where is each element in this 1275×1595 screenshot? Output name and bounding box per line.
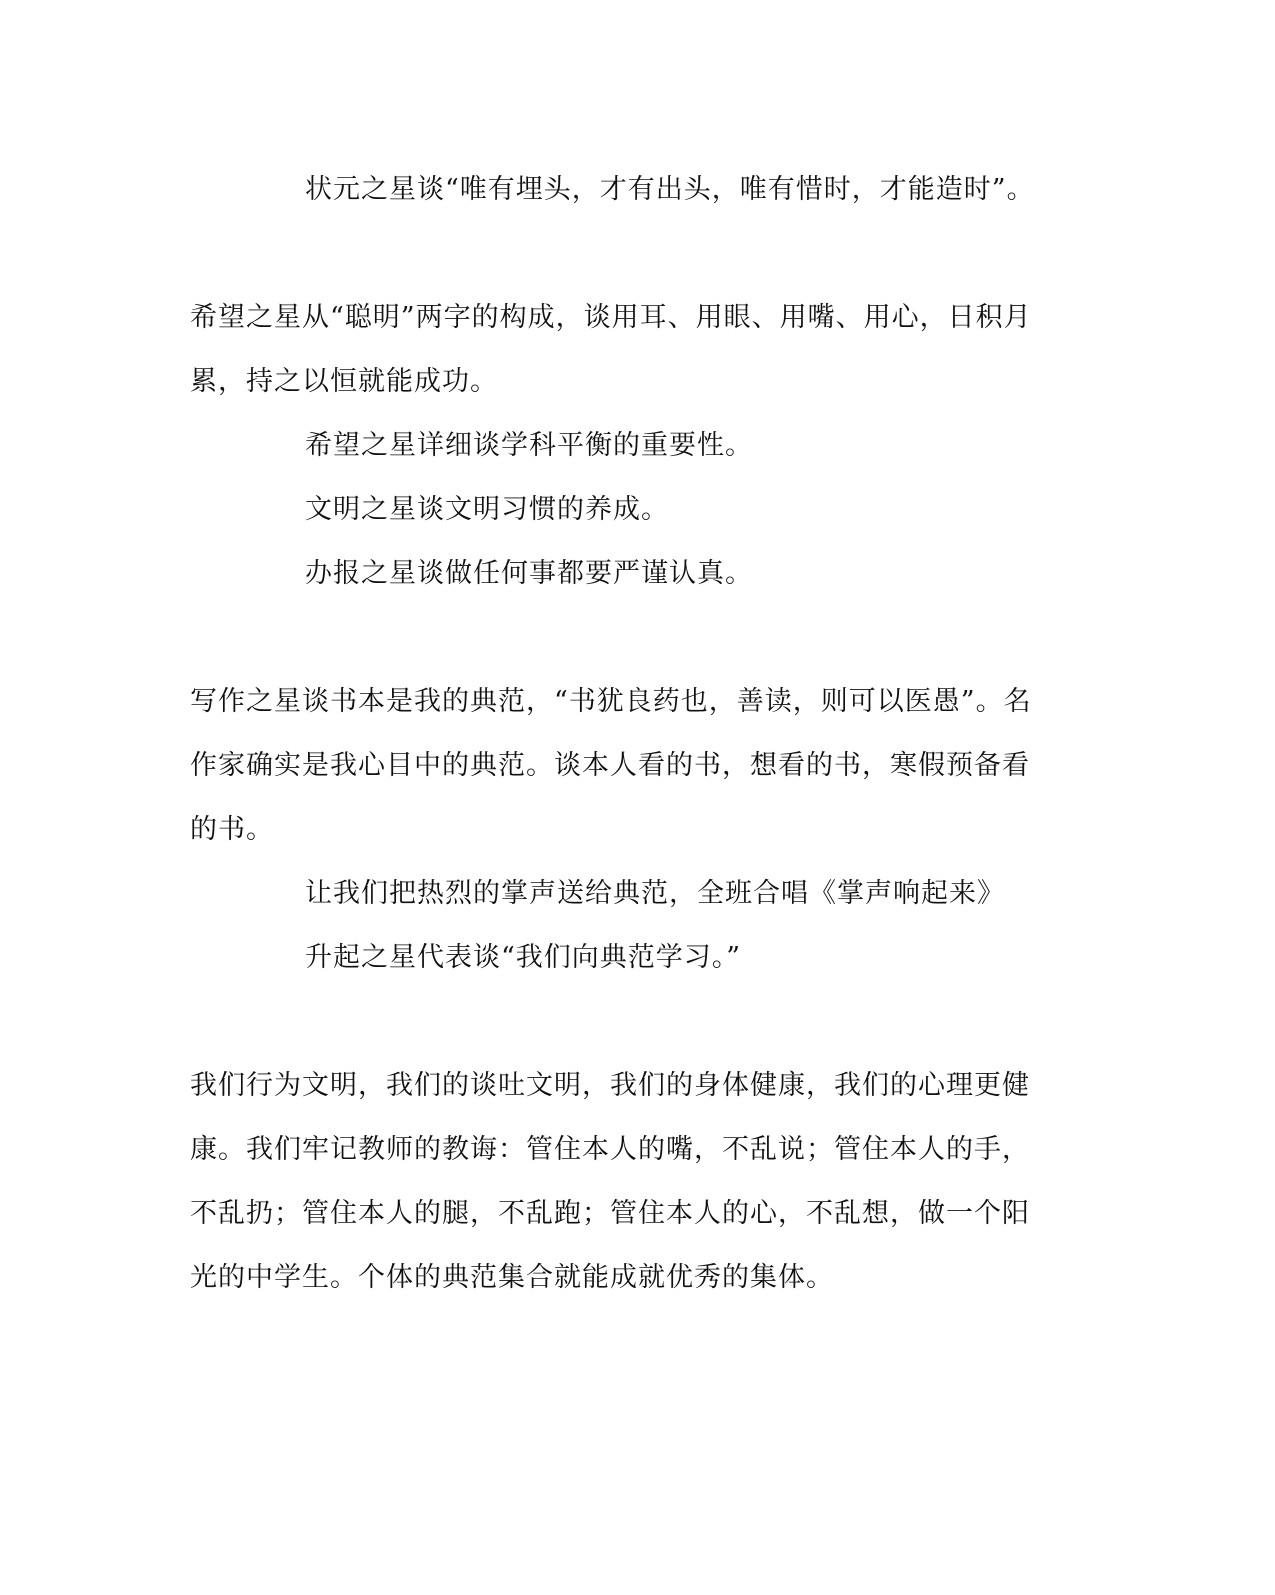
text-line-xiezuo-2: 作家确实是我心目中的典范。谈本人看的书，想看的书，寒假预备看 — [190, 750, 1030, 781]
text-line-banbao: 办报之星谈做任何事都要严谨认真。 — [305, 558, 753, 589]
text-line-xingwei-2: 康。我们牢记教师的教诲：管住本人的嘴，不乱说；管住本人的手， — [190, 1134, 1030, 1165]
text-line-wenming: 文明之星谈文明习惯的养成。 — [305, 494, 669, 525]
text-line-xingwei-3: 不乱扔；管住本人的腿，不乱跑；管住本人的心，不乱想，做一个阳 — [190, 1198, 1030, 1229]
text-line-xiezuo-3: 的书。 — [190, 814, 274, 845]
text-line-xiezuo-1: 写作之星谈书本是我的典范，“书犹良药也，善读，则可以医愚”。名 — [190, 686, 1032, 717]
text-line-zhuangyuan: 状元之星谈“唯有埋头，才有出头，唯有惜时，才能造时”。 — [305, 174, 1035, 205]
text-line-shengqi: 升起之星代表谈“我们向典范学习。” — [305, 942, 742, 973]
text-line-xiwang-1: 希望之星从“聪明”两字的构成，谈用耳、用眼、用嘴、用心，日积月 — [190, 302, 1032, 333]
text-line-xingwei-4: 光的中学生。个体的典范集合就能成就优秀的集体。 — [190, 1262, 834, 1293]
text-line-zhangsheng: 让我们把热烈的掌声送给典范，全班合唱《掌声响起来》 — [305, 878, 1005, 909]
text-line-xiwang-2: 累，持之以恒就能成功。 — [190, 366, 498, 397]
text-line-xueke: 希望之星详细谈学科平衡的重要性。 — [305, 430, 753, 461]
text-line-xingwei-1: 我们行为文明，我们的谈吐文明，我们的身体健康，我们的心理更健 — [190, 1070, 1030, 1101]
